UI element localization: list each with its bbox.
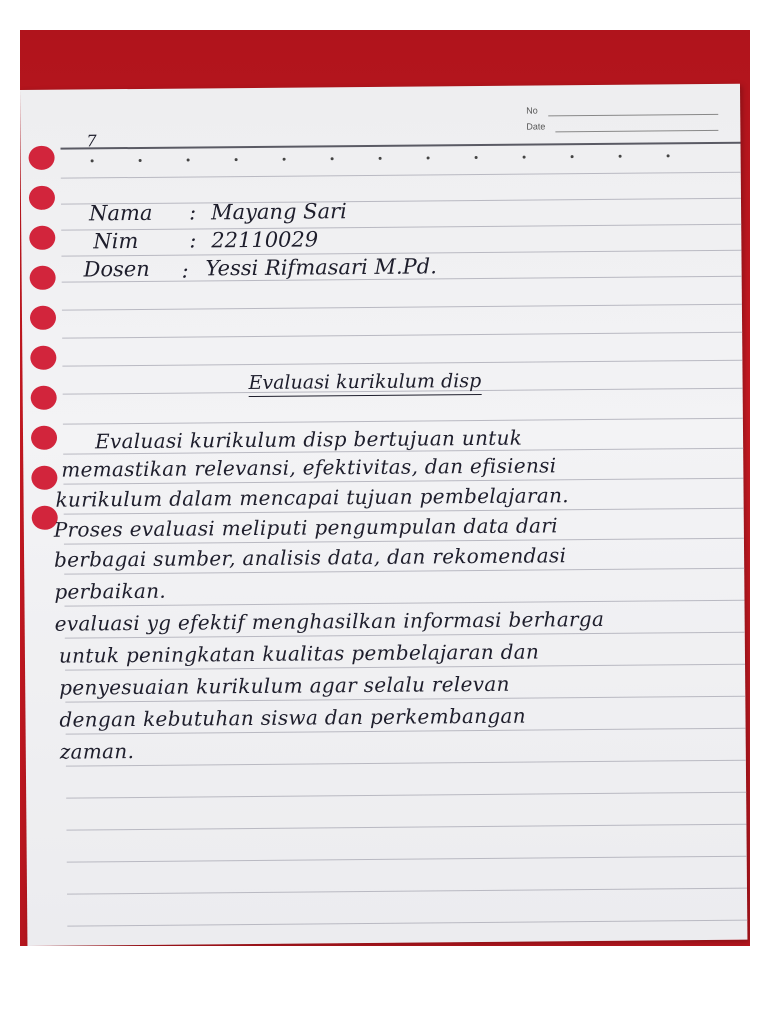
rule-line — [66, 824, 746, 831]
field-value-nama: Mayang Sari — [210, 199, 347, 225]
dot-marker — [139, 159, 142, 162]
dot-marker — [667, 154, 670, 157]
date-label: Date — [526, 121, 546, 132]
rule-line — [62, 332, 742, 339]
rule-line — [67, 856, 747, 863]
rule-line — [62, 304, 742, 311]
rule-line — [67, 888, 747, 895]
dot-marker — [187, 159, 190, 162]
notebook-photo — [20, 30, 750, 946]
rule-line — [66, 760, 746, 767]
dot-marker — [235, 158, 238, 161]
field-colon: : — [181, 258, 189, 283]
binder-hole — [28, 146, 54, 170]
binder-hole — [29, 186, 55, 210]
page-number: 7 — [86, 131, 97, 151]
rule-line — [65, 600, 745, 607]
dot-marker — [331, 157, 334, 160]
field-label-dosen: Dosen — [83, 256, 150, 282]
field-value-nim: 22110029 — [211, 227, 319, 253]
field-colon: : — [188, 200, 197, 225]
dot-marker — [427, 156, 430, 159]
field-label-nim: Nim — [93, 228, 139, 254]
body-line: Proses evaluasi meliputi pengumpulan data dari — [53, 513, 559, 542]
rule-line — [61, 198, 741, 205]
dot-marker — [283, 158, 286, 161]
rule-line — [67, 920, 747, 927]
body-line: memastikan relevansi, efektivitas, dan efisiensi — [61, 453, 557, 482]
field-colon: : — [189, 228, 197, 253]
dot-marker — [523, 156, 526, 159]
field-value-dosen: Yessi Rifmasari M.Pd. — [205, 254, 437, 281]
dot-marker — [619, 155, 622, 158]
dot-marker — [91, 159, 94, 162]
dot-marker — [379, 157, 382, 160]
binder-hole — [31, 466, 57, 490]
body-line: perbaikan. — [54, 578, 167, 604]
rule-line — [62, 360, 742, 367]
body-line: kurikulum dalam mencapai tujuan pembelajaran. — [55, 483, 569, 512]
binder-hole — [29, 226, 55, 250]
body-line: penyesuaian kurikulum agar selalu relevan — [59, 671, 510, 700]
binder-hole — [31, 426, 57, 450]
body-line: dengan kebutuhan siswa dan perkembangan — [59, 703, 527, 732]
header-rule — [61, 142, 741, 150]
body-line: untuk peningkatan kualitas pembelajaran dan — [58, 639, 540, 668]
field-label-nama: Nama — [88, 200, 153, 226]
notebook-page — [20, 84, 747, 946]
rule-line — [63, 418, 743, 425]
binder-hole — [30, 266, 56, 290]
binder-hole — [30, 346, 56, 370]
binder-hole — [31, 386, 57, 410]
binder-hole — [30, 306, 56, 330]
dot-marker — [571, 155, 574, 158]
essay-title: Evaluasi kurikulum disp — [248, 370, 481, 397]
rule-line — [66, 792, 746, 799]
dot-marker — [475, 156, 478, 159]
body-line: berbagai sumber, analisis data, dan rekomendasi — [53, 543, 567, 572]
no-label: No — [526, 105, 538, 116]
rule-line — [61, 224, 741, 231]
rule-line — [61, 172, 741, 179]
body-line: zaman. — [59, 739, 135, 764]
body-line: evaluasi yg efektif menghasilkan informasi berharga — [54, 606, 605, 636]
body-line: Evaluasi kurikulum disp bertujuan untuk — [94, 425, 523, 454]
